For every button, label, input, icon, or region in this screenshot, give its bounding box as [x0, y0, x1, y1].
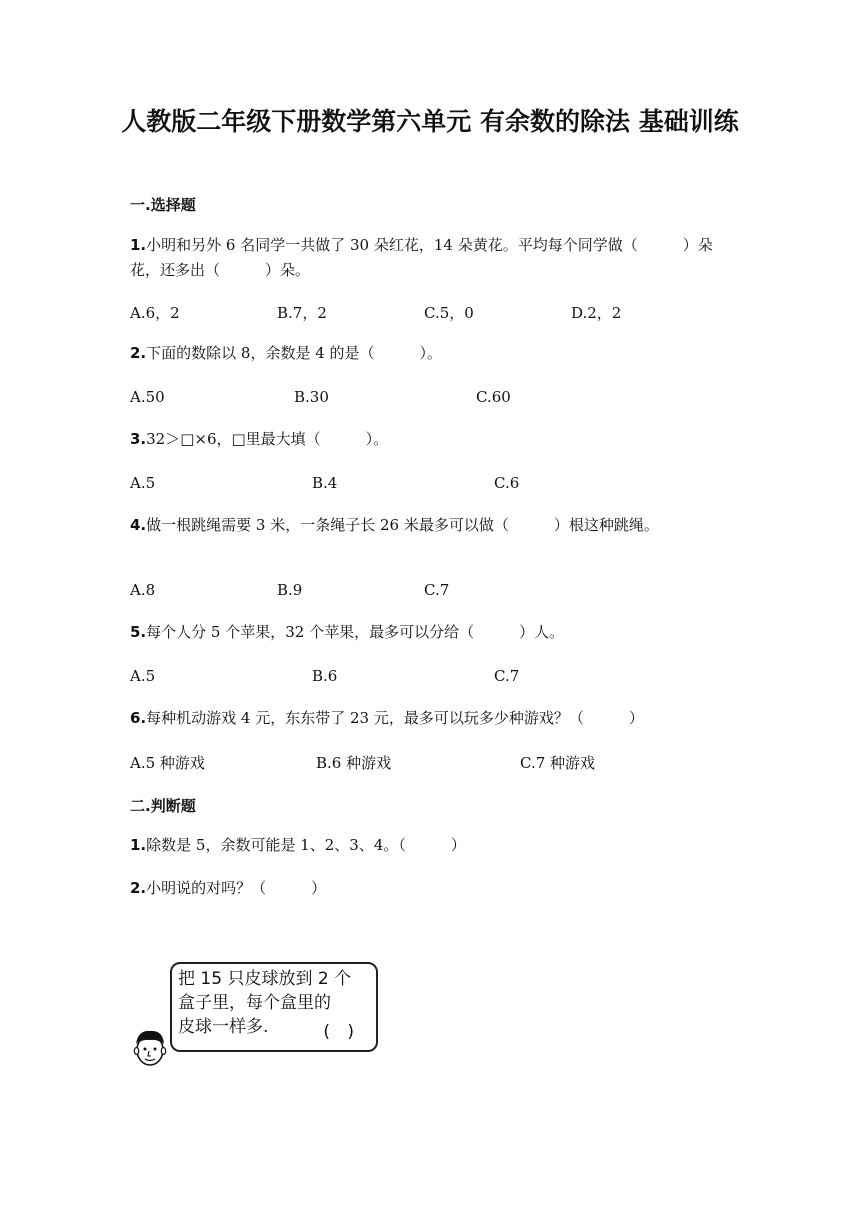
question-number: 4.	[130, 516, 147, 534]
question-text: 做一根跳绳需要 3 米，一条绳子长 26 米最多可以做（ ）根这种跳绳。	[146, 516, 659, 534]
question-text: 除数是 5，余数可能是 1、2、3、4。（ ）	[146, 836, 466, 854]
question-4	[130, 513, 730, 538]
question-6	[130, 706, 730, 731]
option-b: B.6	[312, 667, 338, 685]
question-number: 3.	[130, 430, 147, 448]
bubble-line-1: 把 15 只皮球放到 2 个	[178, 969, 352, 989]
question-number: 2.	[130, 344, 147, 362]
section-heading-choice: 一.选择题	[130, 196, 196, 214]
option-c: C.7 种游戏	[520, 754, 596, 772]
answer-blank: ( )	[323, 1022, 360, 1042]
question-number: 6.	[130, 709, 147, 727]
question-text: 小明说的对吗？（ ）	[146, 879, 327, 897]
speech-illustration	[130, 958, 390, 1070]
option-a: A.6，2	[130, 304, 180, 322]
option-b: B.9	[277, 581, 303, 599]
question-number: 1.	[130, 236, 147, 254]
option-a: A.50	[130, 388, 165, 406]
option-b: B.30	[294, 388, 329, 406]
question-text: 32＞□×6，□里最大填（ ）。	[146, 430, 389, 448]
option-c: C.6	[494, 474, 520, 492]
option-c: C.7	[424, 581, 450, 599]
speech-bubble	[170, 962, 378, 1052]
option-a: A.8	[130, 581, 156, 599]
option-b: B.6 种游戏	[316, 754, 392, 772]
judgement-2	[130, 876, 730, 901]
question-number: 5.	[130, 623, 147, 641]
question-5	[130, 620, 730, 645]
option-a: A.5	[130, 474, 156, 492]
bubble-line-3: 皮球一样多.	[178, 1017, 269, 1037]
question-2	[130, 341, 730, 366]
option-c: C.60	[476, 388, 511, 406]
question-3	[130, 427, 730, 452]
option-a: A.5	[130, 667, 156, 685]
question-number: 1.	[130, 836, 147, 854]
bubble-line-2: 盒子里，每个盒里的	[178, 993, 331, 1013]
question-1	[130, 233, 730, 283]
option-b: B.4	[312, 474, 338, 492]
option-c: C.5，0	[424, 304, 474, 322]
question-text: 小明和另外 6 名同学一共做了 30 朵红花，14 朵黄花。平均每个同学做（ ）朵花，还多出（ ）朵。	[130, 236, 713, 279]
option-c: C.7	[494, 667, 520, 685]
page-title: 人教版二年级下册数学第六单元 有余数的除法 基础训练	[121, 107, 739, 136]
question-text: 下面的数除以 8，余数是 4 的是（ ）。	[146, 344, 443, 362]
question-number: 2.	[130, 879, 147, 897]
boy-face-icon	[130, 1028, 170, 1070]
option-d: D.2，2	[571, 304, 622, 322]
question-text: 每种机动游戏 4 元，东东带了 23 元，最多可以玩多少种游戏？（ ）	[146, 709, 644, 727]
judgement-1	[130, 833, 730, 858]
section-heading-judgement: 二.判断题	[130, 797, 196, 815]
option-b: B.7，2	[277, 304, 327, 322]
question-text: 每个人分 5 个苹果，32 个苹果，最多可以分给（ ）人。	[146, 623, 565, 641]
option-a: A.5 种游戏	[130, 754, 205, 772]
